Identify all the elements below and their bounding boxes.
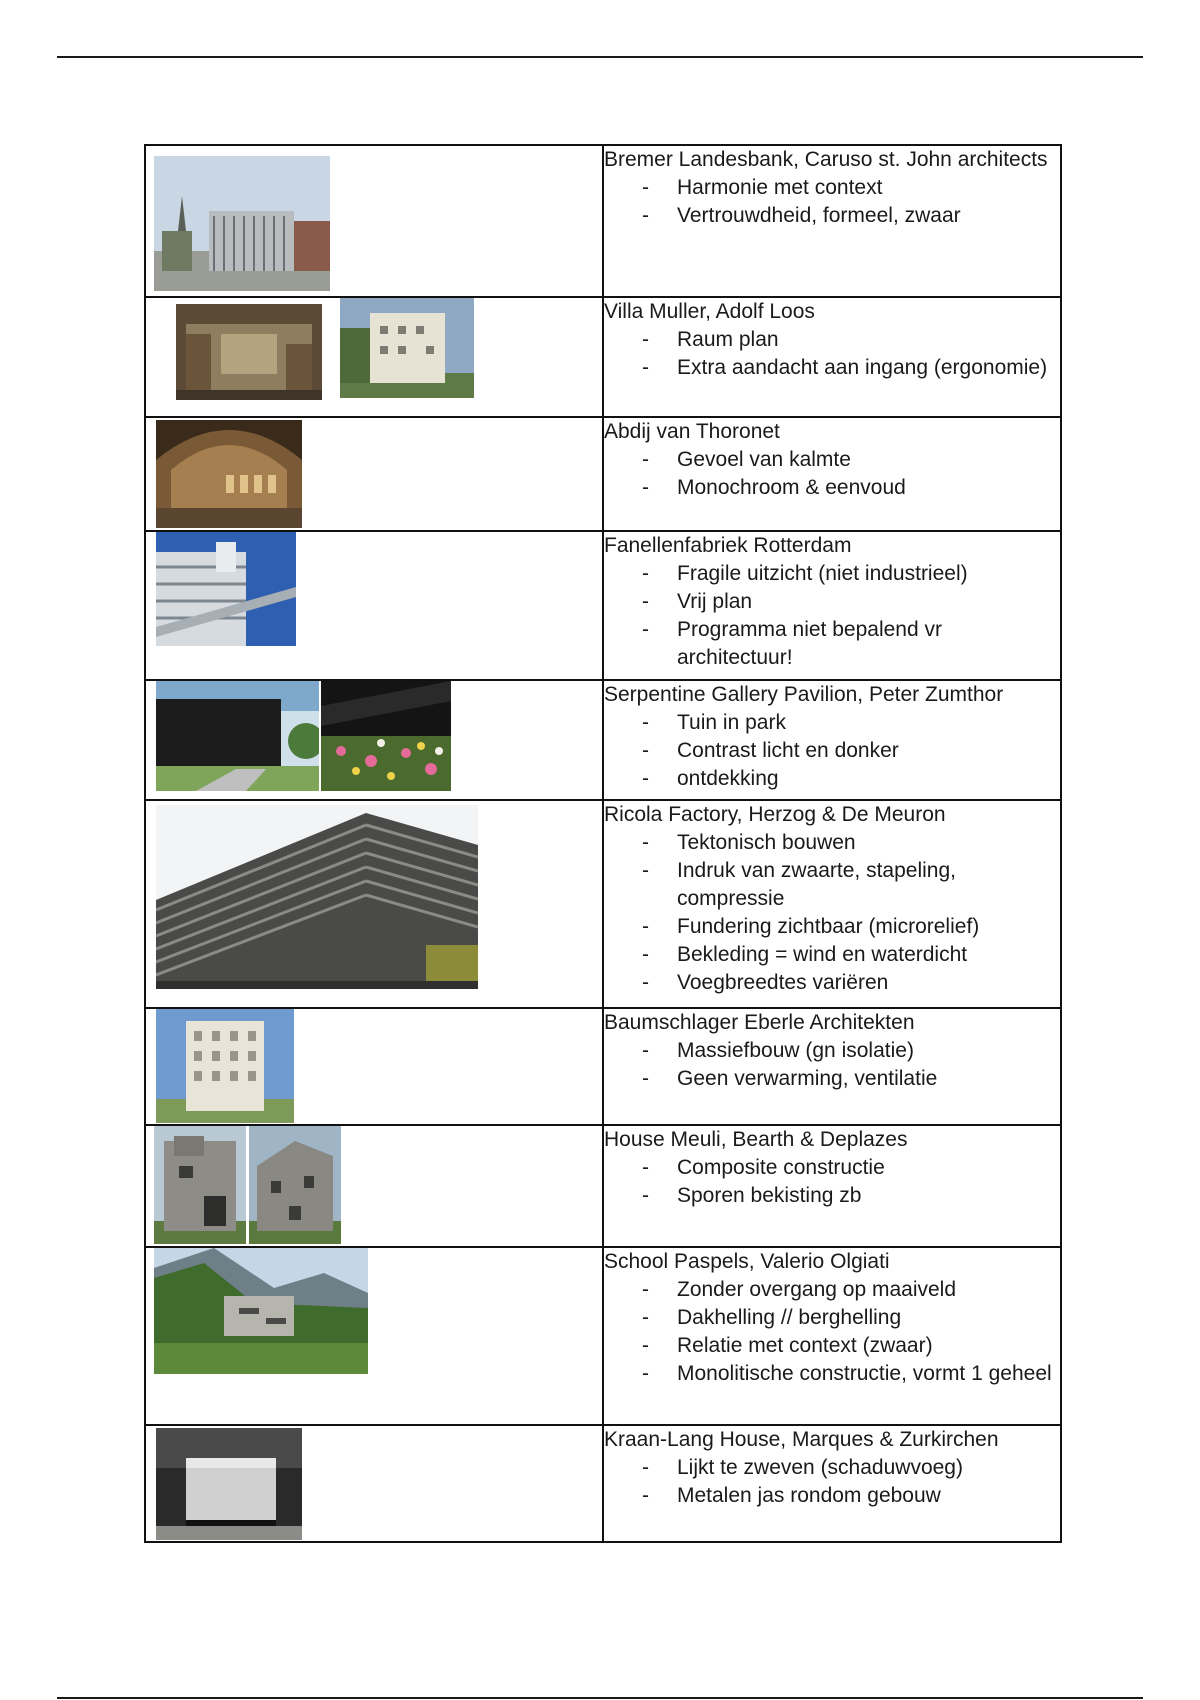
project-title: School Paspels, Valerio Olgiati xyxy=(604,1250,890,1273)
image-cell xyxy=(145,1125,603,1247)
bullet-point: - Fundering zichtbaar (microrelief) xyxy=(604,913,1060,941)
bullet-point: - ontdekking xyxy=(604,765,1060,793)
ricola-factory-photo xyxy=(156,805,478,989)
table-row xyxy=(145,1247,1061,1425)
project-table xyxy=(144,144,1062,1543)
header-rule xyxy=(57,56,1143,58)
bullet-point: - Raum plan xyxy=(604,326,1060,354)
description-cell xyxy=(603,1425,1061,1542)
description-cell xyxy=(603,417,1061,531)
footer-rule xyxy=(57,1697,1143,1699)
table-row xyxy=(145,145,1061,297)
image-cell xyxy=(145,417,603,531)
bullet-point: - Tektonisch bouwen xyxy=(604,829,1060,857)
bullet-point: - Extra aandacht aan ingang (ergonomie) xyxy=(604,354,1060,382)
table-row xyxy=(145,297,1061,417)
description-cell xyxy=(603,1008,1061,1125)
fanellenfabriek-photo xyxy=(156,532,296,646)
bullet-point: - Composite constructie xyxy=(604,1154,1060,1182)
bullet-point: - Contrast licht en donker xyxy=(604,737,1060,765)
kraan-lang-house-photo xyxy=(156,1428,302,1540)
serpentine-garden-photo xyxy=(321,681,451,791)
bullet-point: - Metalen jas rondom gebouw xyxy=(604,1482,1060,1510)
project-title: Fanellenfabriek Rotterdam xyxy=(604,534,852,557)
project-title: Baumschlager Eberle Architekten xyxy=(604,1011,915,1034)
table-row xyxy=(145,800,1061,1008)
bullet-point: - Tuin in park xyxy=(604,709,1060,737)
bullet-point: - Programma niet bepalend vr architectuur! xyxy=(604,616,1060,672)
table-row xyxy=(145,1008,1061,1125)
description-cell xyxy=(603,145,1061,297)
project-title: Serpentine Gallery Pavilion, Peter Zumthor xyxy=(604,683,1004,706)
bullet-point: - Gevoel van kalmte xyxy=(604,446,1060,474)
project-title: Villa Muller, Adolf Loos xyxy=(604,300,815,323)
bullet-point: - Monolitische constructie, vormt 1 geheel xyxy=(604,1360,1060,1388)
description-cell xyxy=(603,531,1061,680)
bullet-point: - Fragile uitzicht (niet industrieel) xyxy=(604,560,1060,588)
table-row xyxy=(145,531,1061,680)
image-cell xyxy=(145,1425,603,1542)
project-title: Kraan-Lang House, Marques & Zurkirchen xyxy=(604,1428,999,1451)
project-title: Bremer Landesbank, Caruso st. John architects xyxy=(604,148,1048,171)
image-cell xyxy=(145,145,603,297)
image-cell xyxy=(145,680,603,800)
abdij-thoronet-photo xyxy=(156,420,302,528)
school-paspels-photo xyxy=(154,1248,368,1374)
image-cell xyxy=(145,297,603,417)
bullet-point: - Vertrouwdheid, formeel, zwaar xyxy=(604,202,1060,230)
bullet-point: - Zonder overgang op maaiveld xyxy=(604,1276,1060,1304)
house-meuli-photo-2 xyxy=(249,1126,341,1244)
image-cell xyxy=(145,1247,603,1425)
table-row xyxy=(145,417,1061,531)
bullet-point: - Vrij plan xyxy=(604,588,1060,616)
bullet-point: - Lijkt te zweven (schaduwvoeg) xyxy=(604,1454,1060,1482)
project-title: Abdij van Thoronet xyxy=(604,420,780,443)
bullet-point: - Monochroom & eenvoud xyxy=(604,474,1060,502)
description-cell xyxy=(603,680,1061,800)
table-row xyxy=(145,1425,1061,1542)
project-title: Ricola Factory, Herzog & De Meuron xyxy=(604,803,946,826)
image-cell xyxy=(145,531,603,680)
villa-muller-interior-photo xyxy=(176,304,322,400)
table-row xyxy=(145,680,1061,800)
serpentine-exterior-photo xyxy=(156,681,319,791)
description-cell xyxy=(603,1247,1061,1425)
bullet-point: - Dakhelling // berghelling xyxy=(604,1304,1060,1332)
bullet-point: - Relatie met context (zwaar) xyxy=(604,1332,1060,1360)
villa-muller-exterior-photo xyxy=(340,298,474,398)
bullet-point: - Bekleding = wind en waterdicht xyxy=(604,941,1060,969)
bullet-point: - Harmonie met context xyxy=(604,174,1060,202)
description-cell xyxy=(603,1125,1061,1247)
description-cell xyxy=(603,297,1061,417)
image-cell xyxy=(145,1008,603,1125)
house-meuli-photo-1 xyxy=(154,1126,246,1244)
bullet-point: - Sporen bekisting zb xyxy=(604,1182,1060,1210)
bremer-landesbank-photo xyxy=(154,156,330,291)
bullet-point: - Voegbreedtes variëren xyxy=(604,969,1060,997)
project-title: House Meuli, Bearth & Deplazes xyxy=(604,1128,908,1151)
bullet-point: - Massiefbouw (gn isolatie) xyxy=(604,1037,1060,1065)
table-row xyxy=(145,1125,1061,1247)
bullet-point: - Geen verwarming, ventilatie xyxy=(604,1065,1060,1093)
baumschlager-eberle-photo xyxy=(156,1009,294,1123)
image-cell xyxy=(145,800,603,1008)
description-cell xyxy=(603,800,1061,1008)
bullet-point: - Indruk van zwaarte, stapeling, compressie xyxy=(604,857,1060,913)
